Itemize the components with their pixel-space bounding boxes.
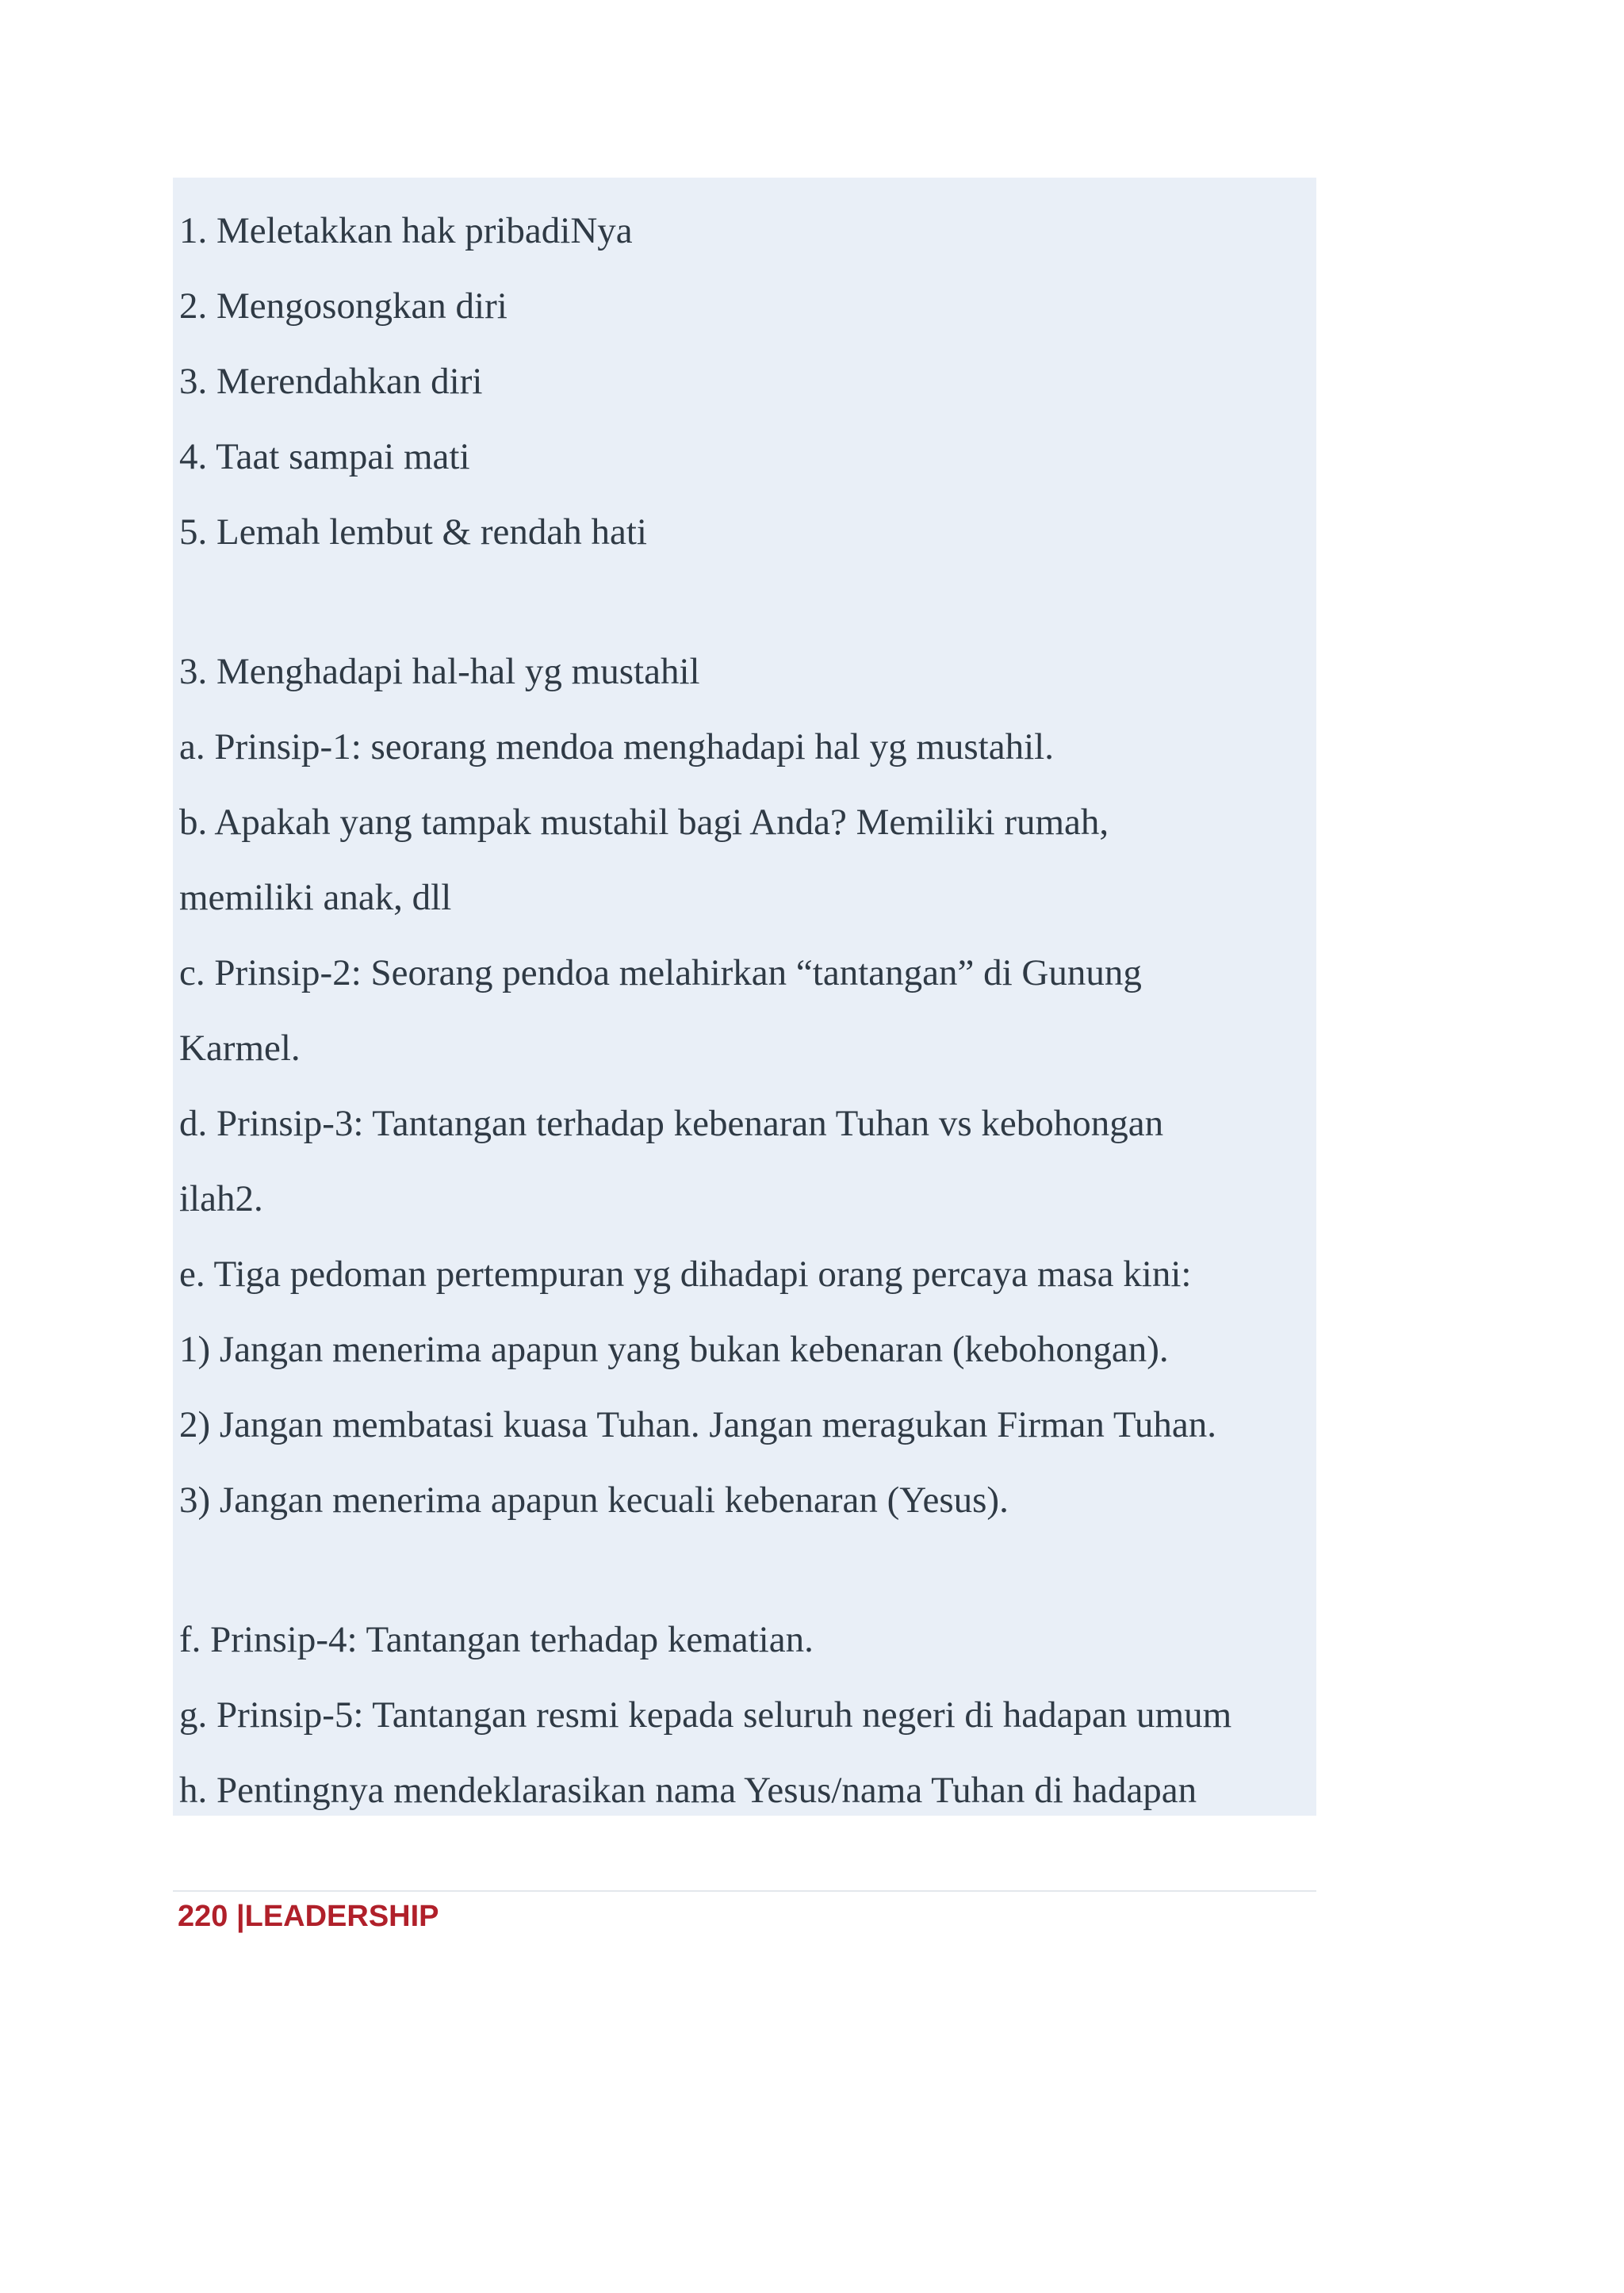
content-box bbox=[173, 178, 1316, 1816]
list-item-4: 4. Taat sampai mati bbox=[179, 436, 470, 477]
list-item-3: 3. Merendahkan diri bbox=[179, 361, 483, 402]
principle-b-continued: memiliki anak, dll bbox=[179, 877, 452, 918]
principle-c: c. Prinsip-2: Seorang pendoa melahirkan “tantangan” di Gunung bbox=[179, 952, 1142, 993]
page-number: 220 bbox=[178, 1900, 228, 1933]
section-heading: 3. Menghadapi hal-hal yg mustahil bbox=[179, 651, 700, 692]
principle-h: h. Pentingnya mendeklarasikan nama Yesus/nama Tuhan di hadapan bbox=[179, 1770, 1197, 1811]
principle-d: d. Prinsip-3: Tantangan terhadap kebenaran Tuhan vs kebohongan bbox=[179, 1103, 1164, 1144]
principle-b: b. Apakah yang tampak mustahil bagi Anda? Memiliki rumah, bbox=[179, 802, 1109, 843]
list-item-5: 5. Lemah lembut & rendah hati bbox=[179, 511, 647, 553]
principle-c-continued: Karmel. bbox=[179, 1028, 301, 1069]
list-item-1: 1. Meletakkan hak pribadiNya bbox=[179, 210, 633, 251]
principle-g: g. Prinsip-5: Tantangan resmi kepada seluruh negeri di hadapan umum bbox=[179, 1694, 1232, 1736]
guideline-1: 1) Jangan menerima apapun yang bukan kebenaran (kebohongan). bbox=[179, 1329, 1169, 1370]
guideline-2: 2) Jangan membatasi kuasa Tuhan. Jangan meragukan Firman Tuhan. bbox=[179, 1404, 1216, 1445]
principle-d-continued: ilah2. bbox=[179, 1178, 263, 1219]
guideline-3: 3) Jangan menerima apapun kecuali kebenaran (Yesus). bbox=[179, 1480, 1009, 1521]
footer-divider bbox=[173, 1890, 1316, 1892]
principle-a: a. Prinsip-1: seorang mendoa menghadapi hal yg mustahil. bbox=[179, 726, 1054, 768]
list-item-2: 2. Mengosongkan diri bbox=[179, 285, 508, 327]
principle-e: e. Tiga pedoman pertempuran yg dihadapi orang percaya masa kini: bbox=[179, 1254, 1192, 1295]
page-footer bbox=[178, 1900, 439, 1934]
principle-f: f. Prinsip-4: Tantangan terhadap kematian. bbox=[179, 1619, 814, 1660]
footer-separator: | bbox=[236, 1900, 245, 1933]
footer-section-title: LEADERSHIP bbox=[244, 1900, 439, 1933]
